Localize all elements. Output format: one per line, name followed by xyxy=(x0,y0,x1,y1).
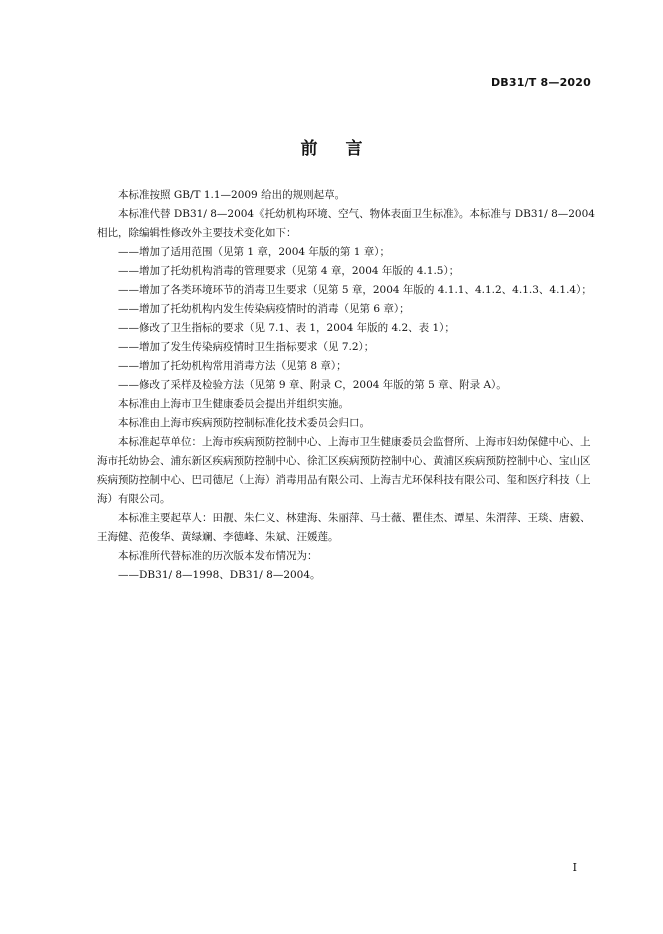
change-item: ——增加了适用范围（见第 1 章，2004 年版的第 1 章）； xyxy=(118,246,391,258)
foreword-body xyxy=(97,186,597,585)
change-item: ——增加了托幼机构内发生传染病疫情时的消毒（见第 6 章）； xyxy=(118,303,410,315)
change-item: ——增加了托幼机构常用消毒方法（见第 8 章）； xyxy=(118,360,347,372)
replacement-paragraph: 本标准代替 DB31/ 8—2004《托幼机构环境、空气、物体表面卫生标准》。本标准与 DB31/ 8—2004 相比，除编辑性修改外主要技术变化如下： xyxy=(97,208,595,239)
change-item: ——增加了托幼机构消毒的管理要求（见第 4 章，2004 年版的 4.1.5）； xyxy=(118,265,460,277)
change-item: ——修改了卫生指标的要求（见 7.1、表 1，2004 年版的 4.2、表 1）； xyxy=(118,322,455,334)
previous-versions-list: ——DB31/ 8—1998、DB31/ 8—2004。 xyxy=(118,569,321,581)
previous-versions-intro: 本标准所代替标准的历次版本发布情况为： xyxy=(118,550,318,562)
main-drafters: 本标准主要起草人：田靓、朱仁义、林建海、朱丽萍、马士薇、瞿佳杰、谭星、朱渭萍、王琰、唐毅、王海健、范俊华、黄绿斓、李德峰、朱斌、汪媛莲。 xyxy=(97,512,591,543)
committee-statement: 本标准由上海市疾病预防控制标准化技术委员会归口。 xyxy=(118,417,370,429)
page-title: 前言 xyxy=(300,139,391,159)
page-number: I xyxy=(572,861,577,874)
change-item: ——修改了采样及检验方法（见第 9 章、附录 C，2004 年版的第 5 章、附录 A）。 xyxy=(118,379,507,391)
change-item: ——增加了发生传染病疫情时卫生指标要求（见 7.2）； xyxy=(118,341,375,353)
change-item: ——增加了各类环境环节的消毒卫生要求（见第 5 章，2004 年版的 4.1.1、4.1.2、4.1.3、4.1.4）； xyxy=(118,284,592,296)
proposer-statement: 本标准由上海市卫生健康委员会提出并组织实施。 xyxy=(118,398,349,410)
document-code: DB31/T 8—2020 xyxy=(490,76,591,89)
drafting-rules-paragraph: 本标准按照 GB/T 1.1—2009 给出的规则起草。 xyxy=(118,189,346,201)
drafting-units: 本标准起草单位：上海市疾病预防控制中心、上海市卫生健康委员会监督所、上海市妇幼保健中心、上海市托幼协会、浦东新区疾病预防控制中心、徐汇区疾病预防控制中心、黄浦区疾病预防控制中心、宝山区疾病预防控制中心、巴司德尼（上海）消毒用品有限公司、上海吉尤环保科技有限公司、玺和医疗科技（上海）有限公司。 xyxy=(97,436,591,505)
